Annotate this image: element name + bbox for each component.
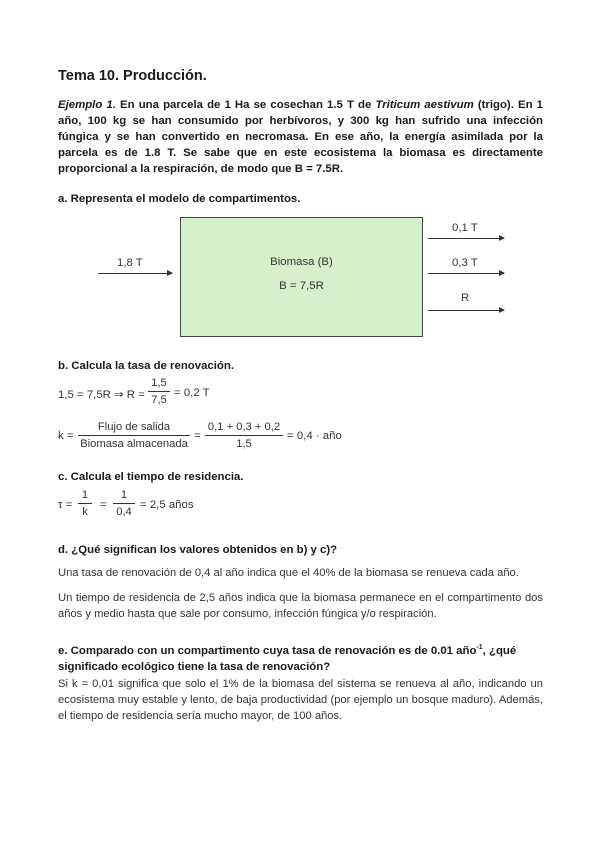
- equation-2-left: k =: [58, 430, 74, 442]
- tau-right: = 2,5 años: [140, 499, 194, 511]
- fraction-bar: [205, 435, 283, 436]
- example-text-a: En una parcela de 1 Ha se cosechan 1.5 T de: [115, 99, 376, 111]
- fraction-1-denominator: 7,5: [151, 394, 167, 406]
- fraction-bar: [78, 435, 190, 436]
- fraction-3-numerator: 0,1 + 0,3 + 0,2: [207, 421, 281, 433]
- output-label-1: 0,1 T: [452, 222, 478, 234]
- fraction-5-numerator: 1: [120, 489, 128, 501]
- example-text-b: (trigo). En 1 año, 100 kg se han consumido por herbívoros, y 300 kg han sufrido una infección fúngica y se han convertido en necromasa. En ese año, la energía asimilada por la parcela es de 1.8 T. Se sabe que en este ecosistema la biomasa es directamente proporcional a la respiración, de modo que B = 7.5R.: [58, 99, 543, 175]
- equation-2-right: = 0,4 · año: [287, 430, 342, 442]
- question-e-text-a: e. Comparado con un compartimento cuya tasa de renovación es de 0.01 año: [58, 644, 477, 657]
- fraction-3: [205, 421, 283, 450]
- question-a: a. Representa el modelo de compartimentos.: [58, 193, 301, 205]
- fraction-4-numerator: 1: [81, 489, 89, 501]
- answer-d-1: Una tasa de renovación de 0,4 al año indica que el 40% de la biomasa se renueva cada año.: [58, 567, 519, 579]
- compartment-title: Biomasa (B): [270, 256, 333, 268]
- input-flow-label: 1,8 T: [117, 257, 143, 269]
- output-label-3: R: [461, 292, 470, 304]
- fraction-2: [78, 421, 190, 450]
- answer-d-2: Un tiempo de residencia de 2,5 años indica que la biomasa permanece en el compartimento dos años y medio hasta que sale por consumo, infección fúngica y/o respiración.: [58, 592, 543, 620]
- fraction-4-denominator: k: [82, 506, 88, 518]
- output-label-2: 0,3 T: [452, 257, 478, 269]
- compartment-value: B = 7,5R: [279, 280, 324, 292]
- question-d: d. ¿Qué significan los valores obtenidos en b) y c)?: [58, 544, 338, 556]
- fraction-1: [148, 377, 170, 406]
- fraction-bar: [113, 503, 135, 504]
- fraction-2-denominator: Biomasa almacenada: [80, 438, 188, 450]
- question-e-exponent: -1: [476, 644, 483, 651]
- question-e-text-b: , ¿qué significado ecológico tiene la tasa de renovación?: [58, 644, 517, 673]
- output-arrow-1: [428, 238, 504, 239]
- example-label: Ejemplo 1.: [58, 99, 116, 111]
- fraction-5-denominator: 0,4: [116, 506, 132, 518]
- equation-1-right: = 0,2 T: [174, 387, 210, 399]
- fraction-5: [113, 489, 135, 518]
- biomass-compartment: [180, 217, 423, 337]
- fraction-3-denominator: 1,5: [236, 438, 252, 450]
- fraction-4: [78, 489, 92, 518]
- output-arrow-3: [428, 310, 504, 311]
- fraction-bar: [148, 391, 170, 392]
- tau-mid: =: [100, 499, 107, 511]
- input-arrow: [98, 273, 172, 274]
- equation-2-mid: =: [194, 430, 201, 442]
- species-name: Triticum aestivum: [375, 99, 474, 111]
- example-statement: [58, 97, 543, 177]
- equation-1-left: 1,5 = 7,5R ⇒ R =: [58, 389, 145, 401]
- tau-left: τ =: [58, 499, 73, 511]
- fraction-1-numerator: 1,5: [151, 377, 167, 389]
- page-title: Tema 10. Producción.: [58, 68, 207, 84]
- fraction-2-numerator: Flujo de salida: [97, 421, 171, 433]
- answer-e: Si k = 0,01 significa que solo el 1% de la biomasa del sistema se renueva al año, indicando un ecosistema muy estable y lento, de baja productividad (por ejemplo un bosque maduro). Además, el tiempo de residencia sería mucho mayor, de 100 años.: [58, 678, 543, 722]
- output-arrow-2: [428, 273, 504, 274]
- fraction-bar: [78, 503, 92, 504]
- question-c: c. Calcula el tiempo de residencia.: [58, 471, 244, 483]
- question-b: b. Calcula la tasa de renovación.: [58, 360, 234, 372]
- question-e: [58, 640, 543, 675]
